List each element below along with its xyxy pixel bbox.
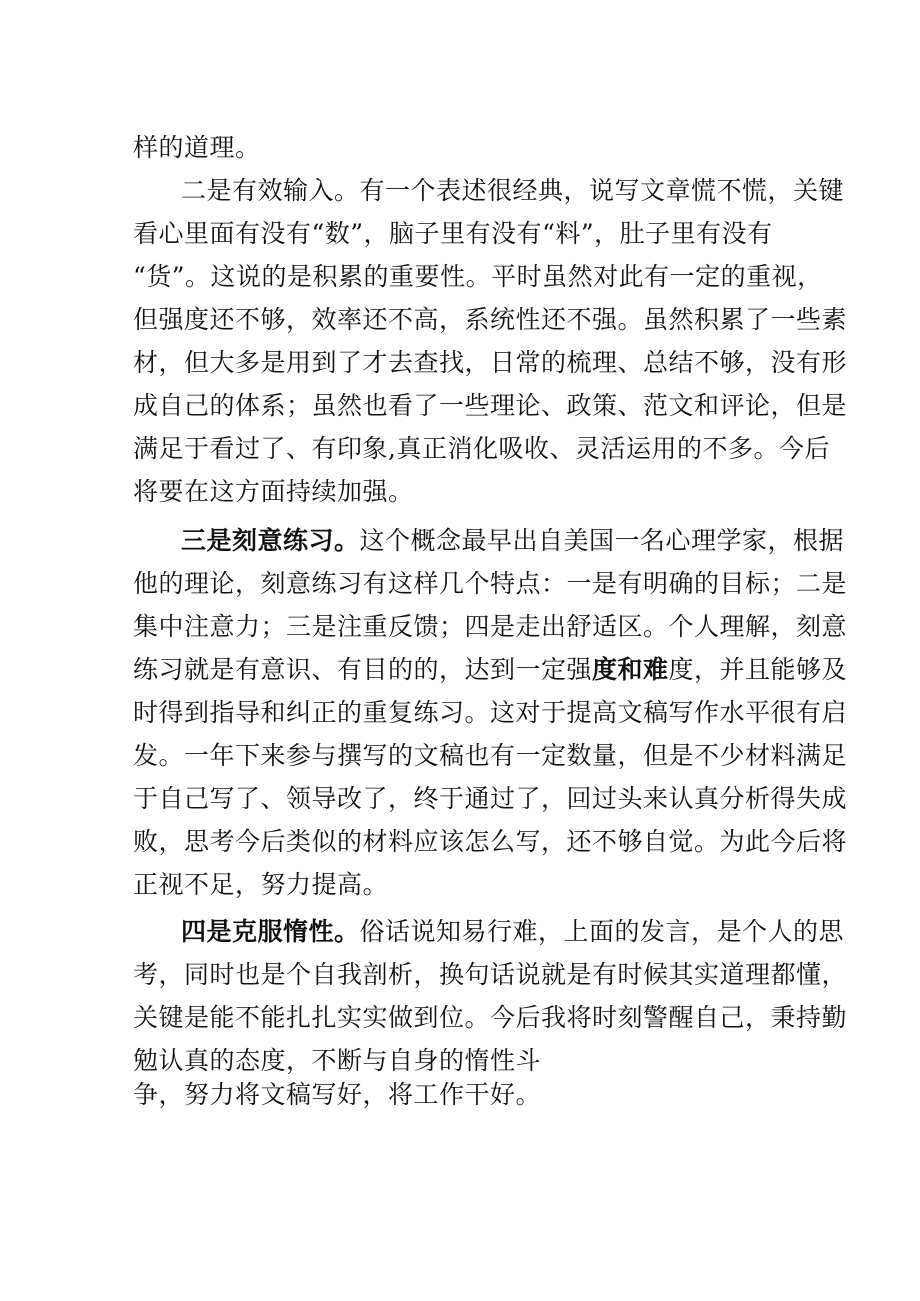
text-line bbox=[133, 1003, 920, 1033]
text-line bbox=[133, 698, 920, 728]
text-segment: 但强度还不够，效率还不高，系统性还不强。虽然积累了一些素 bbox=[133, 305, 848, 334]
text-line bbox=[133, 434, 920, 464]
text-segment: “货”。这说的是积累的重要性。平时虽然对此有一定的重视， bbox=[133, 262, 823, 291]
text-segment: 二是有效输入。有一个表述很经典，说写文章慌不慌，关键 bbox=[181, 176, 845, 205]
paragraph-4-heading: 四是克服惰性。 bbox=[181, 917, 360, 946]
text-segment: 集中注意力；三是注重反馈；四是走出舒适区。个人理解，刻意 bbox=[133, 612, 848, 641]
text-line bbox=[133, 1080, 920, 1110]
text-line bbox=[133, 655, 920, 685]
text-line bbox=[133, 305, 920, 335]
text-segment: 满足于看过了、有印象,真正消化吸收、灵活运用的不多。今后 bbox=[133, 434, 830, 463]
text-segment: 正视不足，努力提高。 bbox=[133, 870, 389, 899]
text-line bbox=[133, 1046, 920, 1076]
text-line bbox=[133, 741, 920, 771]
text-segment: 争，努力将文稿写好，将工作干好。 bbox=[133, 1080, 542, 1109]
text-segment: 勉认真的态度，不断与自身的惰性斗 bbox=[133, 1046, 542, 1075]
bold-emphasis: 度和难 bbox=[592, 655, 669, 684]
text-segment: 他的理论，刻意练习有这样几个特点：一是有明确的目标；二是 bbox=[133, 569, 848, 598]
text-segment: 材，但大多是用到了才去查找，日常的梳理、总结不够，没有形 bbox=[133, 348, 848, 377]
text-segment: 度，并且能够及 bbox=[668, 655, 848, 684]
text-line bbox=[133, 219, 920, 249]
text-segment: 关键是能不能扎扎实实做到位。今后我将时刻警醒自己，秉持勤 bbox=[133, 1003, 848, 1032]
text-segment: 俗话说知易行难，上面的发言，是个人的思 bbox=[359, 917, 845, 946]
text-segment: 发。一年下来参与撰写的文稿也有一定数量，但是不少材料满足 bbox=[133, 741, 848, 770]
paragraph-3-first-line bbox=[181, 526, 920, 556]
text-line bbox=[133, 870, 920, 900]
text-line bbox=[133, 784, 920, 814]
text-line bbox=[133, 827, 920, 857]
text-line bbox=[133, 391, 920, 421]
text-segment: 样的道理。 bbox=[133, 133, 261, 162]
text-segment: 将要在这方面持续加强。 bbox=[133, 477, 414, 506]
paragraph-4-first-line bbox=[181, 917, 920, 947]
text-segment: 考，同时也是个自我剖析，换句话说就是有时候其实道理都懂， bbox=[133, 960, 848, 989]
text-segment: 成自己的体系；虽然也看了一些理论、政策、范文和评论，但是 bbox=[133, 391, 848, 420]
text-segment: 时得到指导和纠正的重复练习。这对于提高文稿写作水平很有启 bbox=[133, 698, 848, 727]
text-line bbox=[133, 960, 920, 990]
text-segment: 看心里面有没有“数”，脑子里有没有“料”，肚子里有没有 bbox=[133, 219, 773, 248]
text-line bbox=[133, 348, 920, 378]
paragraph-2-first-line bbox=[181, 176, 920, 206]
text-line bbox=[133, 133, 920, 163]
text-segment: 败，思考今后类似的材料应该怎么写，还不够自觉。为此今后将 bbox=[133, 827, 848, 856]
text-segment: 于自己写了、领导改了，终于通过了，回过头来认真分析得失成 bbox=[133, 784, 848, 813]
text-segment: 练习就是有意识、有目的的，达到一定强 bbox=[133, 655, 593, 684]
text-line bbox=[133, 262, 920, 292]
text-line bbox=[133, 612, 920, 642]
paragraph-3-heading: 三是刻意练习。 bbox=[181, 526, 360, 555]
text-line bbox=[133, 477, 920, 507]
text-line bbox=[133, 569, 920, 599]
text-segment: 这个概念最早出自美国一名心理学家，根据 bbox=[359, 526, 845, 555]
